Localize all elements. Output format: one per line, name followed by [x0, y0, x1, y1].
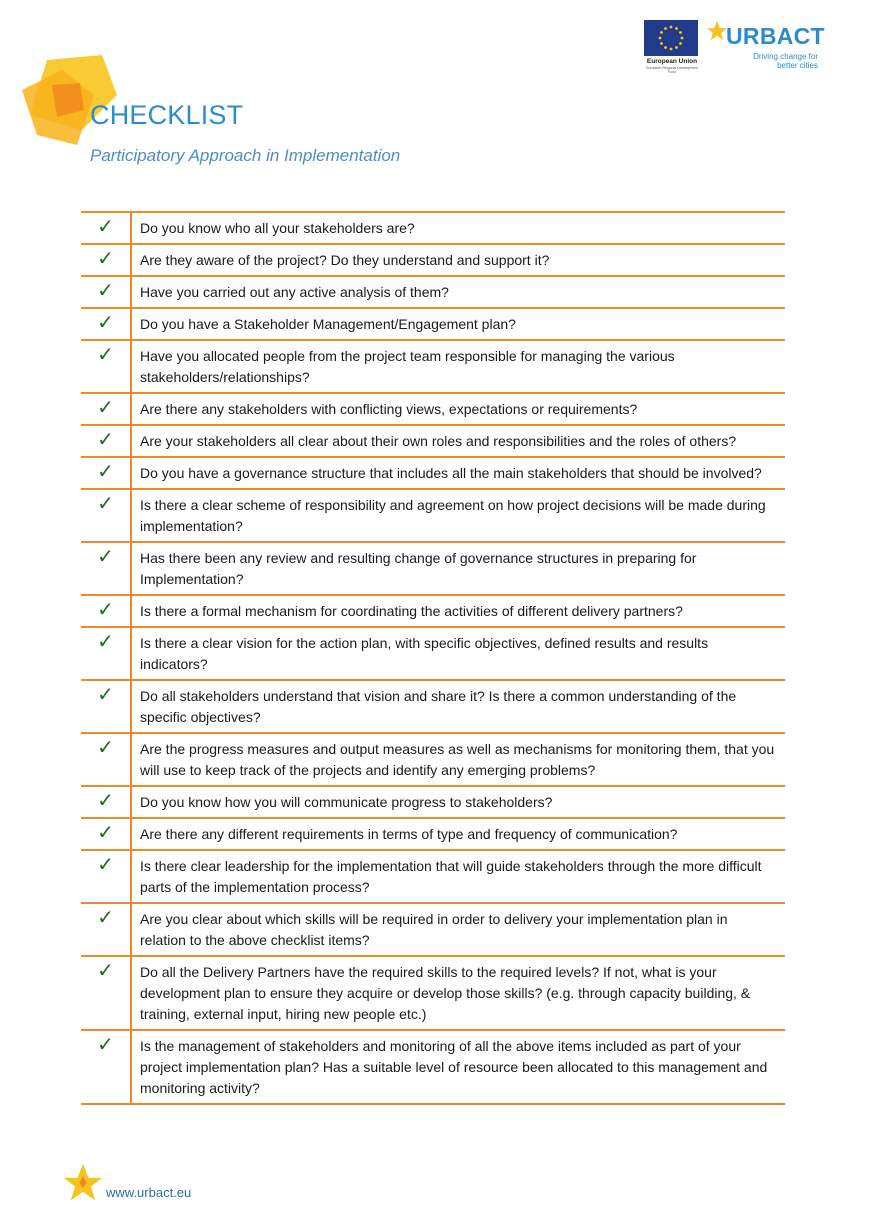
urbact-tagline — [742, 52, 818, 70]
checklist-question: Are the progress measures and output measures as well as mechanisms for monitoring them, that you will use to keep track of the projects and identify any emerging problems? — [140, 741, 775, 778]
checklist-question: Have you carried out any active analysis of them? — [140, 284, 449, 300]
urbact-tagline-line-2: better cities — [777, 61, 818, 70]
checklist-row — [81, 309, 785, 341]
checklist-question: Do you know who all your stakeholders are? — [140, 220, 415, 236]
checklist-row — [81, 490, 785, 543]
checklist-row — [81, 211, 785, 245]
checklist-question: Is there a clear scheme of responsibility and agreement on how project decisions will be made during implementation? — [140, 497, 766, 534]
checklist-row — [81, 596, 785, 628]
eu-flag-icon — [644, 20, 698, 56]
check-mark-icon: ✓ — [81, 309, 132, 339]
checklist-question: Is there clear leadership for the implementation that will guide stakeholders through the more difficult parts of the implementation process? — [140, 858, 762, 895]
urbact-logo-text: URBACT — [726, 23, 825, 49]
checklist-row — [81, 1031, 785, 1105]
check-mark-icon: ✓ — [81, 245, 132, 275]
checklist-row — [81, 957, 785, 1031]
check-mark-icon: ✓ — [81, 490, 132, 541]
checklist-row — [81, 628, 785, 681]
checklist-question: Are your stakeholders all clear about their own roles and responsibilities and the roles of others? — [140, 433, 737, 449]
check-mark-icon: ✓ — [81, 628, 132, 679]
check-mark-icon: ✓ — [81, 681, 132, 732]
checklist-row — [81, 543, 785, 596]
checklist-question: Do all the Delivery Partners have the required skills to the required levels? If not, what is your development plan to ensure they acquire or develop those skills? (e.g. through capacity building, & training, external input, hiring new people etc.) — [140, 964, 751, 1022]
checklist-row — [81, 851, 785, 904]
check-mark-icon: ✓ — [81, 596, 132, 626]
check-mark-icon: ✓ — [81, 957, 132, 1029]
check-mark-icon: ✓ — [81, 543, 132, 594]
checklist-question: Is there a formal mechanism for coordinating the activities of different delivery partners? — [140, 603, 683, 619]
urbact-star-footer-icon — [62, 1162, 104, 1204]
check-mark-icon: ✓ — [81, 394, 132, 424]
checklist-question: Do you have a Stakeholder Management/Engagement plan? — [140, 316, 516, 332]
partner-logos — [644, 18, 834, 74]
checklist-row — [81, 904, 785, 957]
checklist-question: Do you have a governance structure that includes all the main stakeholders that should be involved? — [140, 465, 762, 481]
check-mark-icon: ✓ — [81, 458, 132, 488]
check-mark-icon: ✓ — [81, 277, 132, 307]
check-mark-icon: ✓ — [81, 819, 132, 849]
checklist-question: Have you allocated people from the project team responsible for managing the various stakeholders/relationships? — [140, 348, 675, 385]
checklist-row — [81, 819, 785, 851]
checklist-question: Are there any different requirements in terms of type and frequency of communication? — [140, 826, 678, 842]
urbact-tagline-line-1: Driving change for — [753, 52, 818, 61]
checklist-row — [81, 341, 785, 394]
urbact-star-icon — [706, 20, 728, 42]
eu-label: European Union — [646, 58, 698, 65]
checklist-question: Has there been any review and resulting change of governance structures in preparing for Implementation? — [140, 550, 697, 587]
eu-sublabel: European Regional Development Fund — [646, 66, 698, 74]
check-mark-icon: ✓ — [81, 904, 132, 955]
checklist-question: Are there any stakeholders with conflicting views, expectations or requirements? — [140, 401, 638, 417]
checklist-row — [81, 277, 785, 309]
checklist-row — [81, 245, 785, 277]
checklist-question: Is the management of stakeholders and monitoring of all the above items included as part of your project implementation plan? Has a suitable level of resource been allocated to this management and monitoring activity? — [140, 1038, 768, 1096]
page-subtitle: Participatory Approach in Implementation — [90, 146, 401, 165]
check-mark-icon: ✓ — [81, 734, 132, 785]
check-mark-icon: ✓ — [81, 787, 132, 817]
check-mark-icon: ✓ — [81, 341, 132, 392]
checklist-row — [81, 681, 785, 734]
checklist-row — [81, 394, 785, 426]
checklist-question: Do all stakeholders understand that vision and share it? Is there a common understanding of the specific objectives? — [140, 688, 737, 725]
checklist-question: Do you know how you will communicate progress to stakeholders? — [140, 794, 553, 810]
check-mark-icon: ✓ — [81, 426, 132, 456]
checklist-row — [81, 787, 785, 819]
check-mark-icon: ✓ — [81, 851, 132, 902]
check-mark-icon: ✓ — [81, 1031, 132, 1103]
checklist-question: Is there a clear vision for the action plan, with specific objectives, defined results and results indicators? — [140, 635, 709, 672]
checklist-row — [81, 734, 785, 787]
checklist-question: Are they aware of the project? Do they understand and support it? — [140, 252, 550, 268]
checklist-row — [81, 426, 785, 458]
checklist-table — [81, 211, 785, 1105]
checklist-row — [81, 458, 785, 490]
page-title: CHECKLIST — [90, 100, 244, 130]
check-mark-icon: ✓ — [81, 213, 132, 243]
checklist-question: Are you clear about which skills will be required in order to delivery your implementation plan in relation to the above checklist items? — [140, 911, 728, 948]
footer-url-link[interactable]: www.urbact.eu — [106, 1185, 192, 1200]
